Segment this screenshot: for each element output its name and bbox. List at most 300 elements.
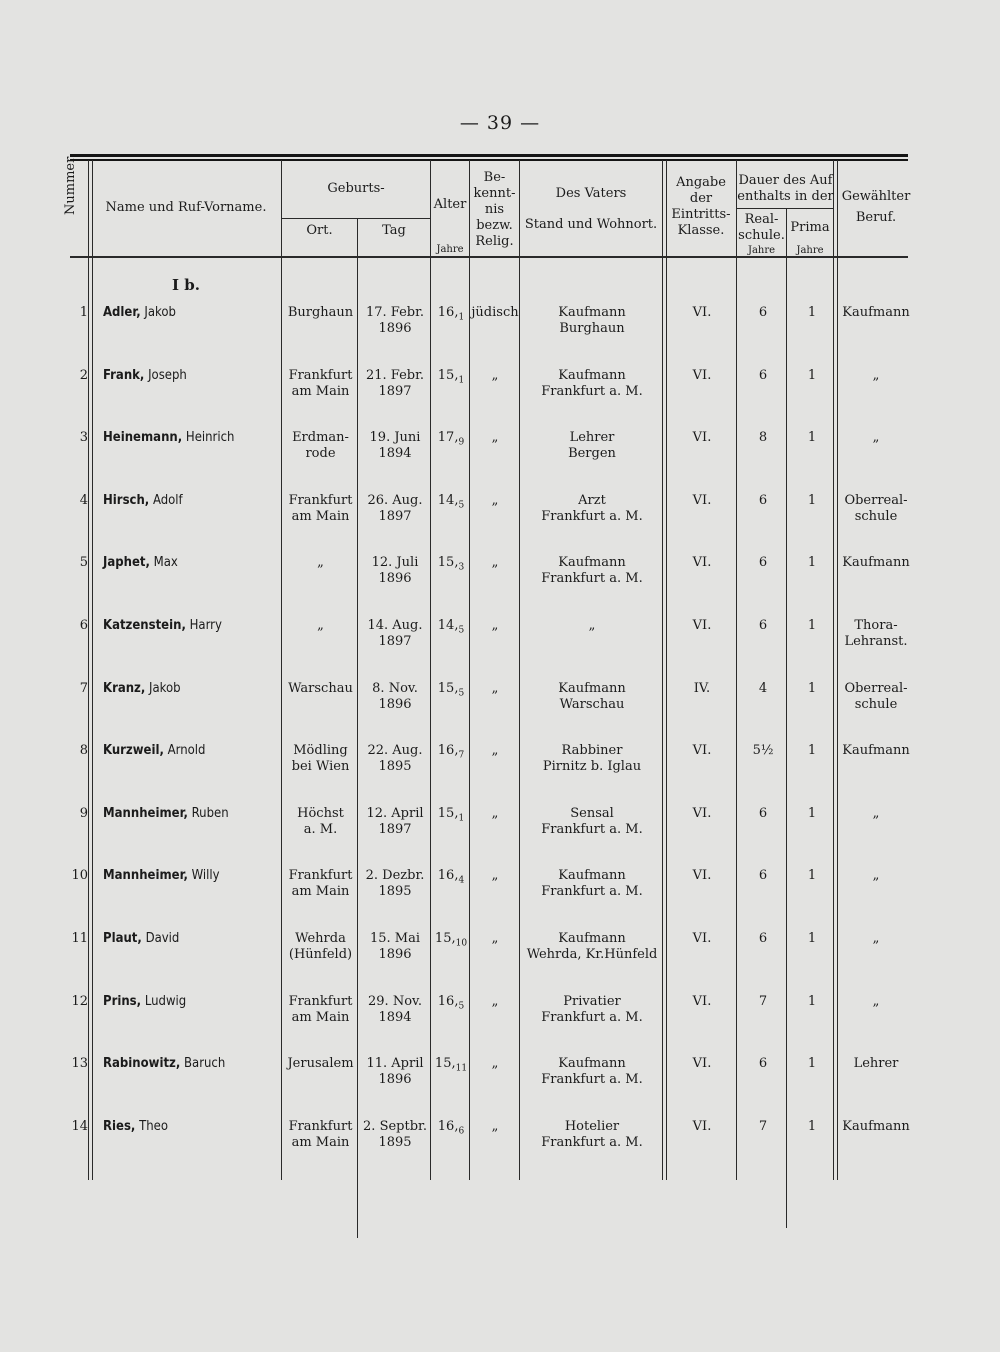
birth-date-line: 1897 xyxy=(378,822,412,837)
student-name xyxy=(103,1119,168,1135)
father-occupation: Kaufmann xyxy=(558,368,626,383)
entry-class: VI. xyxy=(692,493,712,508)
birth-place-line: Burghaun xyxy=(287,305,354,320)
father-occupation: Kaufmann xyxy=(558,1056,626,1071)
years-realschule: 5½ xyxy=(752,743,774,758)
father-occupation: Rabbiner xyxy=(561,743,623,758)
birth-date xyxy=(359,994,431,1026)
birth-date-line: 17. Febr. xyxy=(365,305,425,320)
age-fraction: 1 xyxy=(458,375,465,386)
row-number: 7 xyxy=(79,681,88,696)
years-realschule: 6 xyxy=(758,1056,768,1071)
father-occupation: Sensal xyxy=(570,806,614,821)
religion: „ xyxy=(491,931,499,946)
student-surname: Ries, xyxy=(103,1119,136,1134)
header-vater-stand: Stand und Wohnort. xyxy=(524,217,658,232)
student-name xyxy=(103,618,222,634)
age-years: 17, xyxy=(437,430,459,445)
age xyxy=(432,994,470,1015)
header-dauer xyxy=(737,173,834,205)
age xyxy=(432,931,470,952)
header-real-line: Real- xyxy=(744,212,779,227)
header-beruf-line: Beruf. xyxy=(855,210,897,225)
birth-date-line: 14. Aug. xyxy=(367,618,423,633)
student-first-name: Arnold xyxy=(167,743,206,758)
age-years: 16, xyxy=(437,305,459,320)
age-years: 15, xyxy=(437,555,459,570)
birth-date-line: 1896 xyxy=(378,571,412,586)
student-first-name: Ludwig xyxy=(144,994,187,1009)
row-number: 8 xyxy=(79,743,88,758)
father-occupation: Arzt xyxy=(578,493,606,508)
years-prima: 1 xyxy=(807,430,817,445)
father-occupation: Privatier xyxy=(563,994,621,1009)
age-fraction: 1 xyxy=(458,813,465,824)
years-realschule: 7 xyxy=(758,1119,768,1134)
header-klasse xyxy=(666,175,736,239)
father-residence: Frankfurt a. M. xyxy=(541,822,643,837)
chosen-profession-line: „ xyxy=(872,931,880,946)
religion: „ xyxy=(491,868,499,883)
father-occupation-residence xyxy=(521,806,663,838)
header-religion-line: Relig. xyxy=(475,234,514,249)
student-first-name: Ruben xyxy=(191,806,229,821)
birth-date xyxy=(359,1119,431,1151)
birth-place-line: „ xyxy=(317,555,324,570)
birth-place xyxy=(283,1056,358,1072)
birth-date-line: 1896 xyxy=(378,1072,412,1087)
student-surname: Mannheimer, xyxy=(103,806,188,821)
entry-class: VI. xyxy=(692,868,712,883)
birth-place-line: bei Wien xyxy=(291,759,350,774)
birth-place-line: Frankfurt xyxy=(288,368,353,383)
father-residence: Frankfurt a. M. xyxy=(541,384,643,399)
chosen-profession-line: „ xyxy=(872,868,880,883)
years-prima: 1 xyxy=(807,743,817,758)
age-years: 15, xyxy=(434,1056,456,1071)
birth-date-line: 1895 xyxy=(378,884,412,899)
years-prima: 1 xyxy=(807,806,817,821)
student-surname: Prins, xyxy=(103,994,142,1009)
years-prima: 1 xyxy=(807,305,817,320)
chosen-profession-line: Kaufmann xyxy=(842,1119,910,1134)
father-occupation: Kaufmann xyxy=(558,305,626,320)
years-realschule: 6 xyxy=(758,931,768,946)
religion: „ xyxy=(491,493,499,508)
father-occupation: Kaufmann xyxy=(558,931,626,946)
birth-place-line: „ xyxy=(317,618,324,633)
religion: „ xyxy=(491,368,499,383)
birth-date-line: 2. Septbr. xyxy=(363,1119,427,1134)
age-years: 16, xyxy=(437,1119,459,1134)
entry-class: VI. xyxy=(692,994,712,1009)
years-prima: 1 xyxy=(807,1119,817,1134)
chosen-profession-line: Lehrer xyxy=(853,1056,899,1071)
header-real-jahre: Jahre xyxy=(747,245,776,256)
father-occupation: Kaufmann xyxy=(558,868,626,883)
years-realschule: 8 xyxy=(758,430,768,445)
birth-date-line: 26. Aug. xyxy=(367,493,423,508)
father-occupation-residence xyxy=(521,1119,663,1151)
student-first-name: Adolf xyxy=(152,493,183,508)
header-ort: Ort. xyxy=(306,223,333,238)
birth-place xyxy=(283,931,358,963)
birth-date xyxy=(359,868,431,900)
student-first-name: Heinrich xyxy=(185,430,235,445)
age-fraction: 5 xyxy=(458,688,465,699)
student-name xyxy=(103,368,187,384)
age-fraction: 7 xyxy=(458,750,465,761)
birth-place-line: rode xyxy=(305,446,336,461)
age-fraction: 4 xyxy=(458,875,465,886)
entry-class: VI. xyxy=(692,1056,712,1071)
birth-date-line: 1895 xyxy=(378,1135,412,1150)
row-number: 1 xyxy=(79,305,88,320)
header-beruf xyxy=(836,189,916,226)
father-occupation-residence xyxy=(521,493,663,525)
religion: „ xyxy=(491,681,499,696)
chosen-profession xyxy=(836,743,916,759)
student-name xyxy=(103,305,176,321)
row-number: 3 xyxy=(79,430,88,445)
chosen-profession xyxy=(836,681,916,713)
father-occupation: Kaufmann xyxy=(558,555,626,570)
birth-place-line: a. M. xyxy=(303,822,338,837)
birth-date xyxy=(359,430,431,462)
age-years: 14, xyxy=(437,618,459,633)
age-fraction: 11 xyxy=(455,1063,468,1074)
chosen-profession-line: Oberreal- xyxy=(844,681,908,696)
birth-place xyxy=(283,994,358,1026)
father-occupation-residence xyxy=(521,868,663,900)
header-klasse-line: Klasse. xyxy=(677,223,725,238)
father-occupation-residence xyxy=(521,994,663,1026)
years-prima: 1 xyxy=(807,1056,817,1071)
age-fraction: 5 xyxy=(458,625,465,636)
row-number: 13 xyxy=(71,1056,88,1071)
chosen-profession-line: schule xyxy=(854,697,898,712)
birth-place-line: am Main xyxy=(291,1010,350,1025)
birth-place-line: Jerusalem xyxy=(287,1056,354,1071)
father-residence: Frankfurt a. M. xyxy=(541,884,643,899)
father-residence: Frankfurt a. M. xyxy=(541,1010,643,1025)
student-surname: Katzenstein, xyxy=(103,618,186,633)
birth-place xyxy=(283,806,358,838)
birth-place-line: am Main xyxy=(291,884,350,899)
student-first-name: Jakob xyxy=(149,681,181,696)
age-fraction: 1 xyxy=(458,312,465,323)
father-occupation-residence xyxy=(521,743,663,775)
birth-date-line: 1894 xyxy=(378,1010,412,1025)
father-occupation: Hotelier xyxy=(564,1119,620,1134)
years-realschule: 6 xyxy=(758,305,768,320)
religion: „ xyxy=(491,806,499,821)
chosen-profession-line: schule xyxy=(854,509,898,524)
column-divider xyxy=(88,160,93,1180)
years-realschule: 6 xyxy=(758,368,768,383)
father-residence: Frankfurt a. M. xyxy=(541,571,643,586)
age-years: 15, xyxy=(437,681,459,696)
religion: „ xyxy=(491,430,499,445)
birth-place-line: Mödling xyxy=(293,743,348,758)
entry-class: VI. xyxy=(692,931,712,946)
chosen-profession xyxy=(836,806,916,822)
student-name xyxy=(103,555,178,571)
years-realschule: 6 xyxy=(758,806,768,821)
birth-date-line: 11. April xyxy=(366,1056,424,1071)
student-name xyxy=(103,430,234,446)
header-prima-jahre: Jahre xyxy=(796,245,824,256)
header-alter-jahre: Jahre xyxy=(436,244,464,255)
age-fraction: 10 xyxy=(455,938,468,949)
age xyxy=(432,555,470,576)
student-name xyxy=(103,806,229,822)
column-divider xyxy=(281,160,282,1180)
chosen-profession xyxy=(836,430,916,446)
father-occupation: Kaufmann xyxy=(558,681,626,696)
age-years: 16, xyxy=(437,743,459,758)
father-residence: Frankfurt a. M. xyxy=(541,509,643,524)
entry-class: IV. xyxy=(693,681,711,696)
age-years: 14, xyxy=(437,493,459,508)
father-residence: Frankfurt a. M. xyxy=(541,1072,643,1087)
chosen-profession xyxy=(836,868,916,884)
header-dauer-line: Dauer des Auf xyxy=(738,173,833,188)
birth-place xyxy=(283,618,358,634)
row-number: 11 xyxy=(71,931,88,946)
row-number: 4 xyxy=(79,493,88,508)
chosen-profession-line: „ xyxy=(872,806,880,821)
birth-date xyxy=(359,618,431,650)
years-prima: 1 xyxy=(807,618,817,633)
father-occupation-residence xyxy=(521,368,663,400)
birth-place-line: (Hünfeld) xyxy=(288,947,353,962)
chosen-profession xyxy=(836,618,916,650)
student-surname: Heinemann, xyxy=(103,430,183,445)
column-divider xyxy=(519,160,520,1180)
student-surname: Hirsch, xyxy=(103,493,150,508)
age xyxy=(432,493,470,514)
age xyxy=(432,681,470,702)
chosen-profession xyxy=(836,931,916,947)
father-occupation: „ xyxy=(588,618,596,633)
chosen-profession-line: Oberreal- xyxy=(844,493,908,508)
father-occupation-residence xyxy=(521,430,663,462)
header-realschule xyxy=(737,212,786,244)
birth-date-line: 15. Mai xyxy=(369,931,421,946)
header-real-line: schule. xyxy=(738,228,785,243)
age xyxy=(432,305,470,326)
chosen-profession xyxy=(836,368,916,384)
row-number: 6 xyxy=(79,618,88,633)
birth-place xyxy=(283,743,358,775)
birth-place xyxy=(283,493,358,525)
student-surname: Plaut, xyxy=(103,931,142,946)
student-first-name: Baruch xyxy=(184,1056,226,1071)
header-klasse-line: Eintritts- xyxy=(671,207,731,222)
father-occupation-residence xyxy=(521,1056,663,1088)
birth-date-line: 1896 xyxy=(378,697,412,712)
age-years: 15, xyxy=(437,806,459,821)
years-realschule: 7 xyxy=(758,994,768,1009)
chosen-profession-line: „ xyxy=(872,430,880,445)
birth-place xyxy=(283,305,358,321)
birth-place xyxy=(283,1119,358,1151)
row-number: 10 xyxy=(71,868,88,883)
birth-place-line: Warschau xyxy=(288,681,353,696)
age-fraction: 5 xyxy=(458,500,465,511)
birth-date xyxy=(359,806,431,838)
row-number: 9 xyxy=(79,806,88,821)
header-dauer-line: enthalts in der xyxy=(737,189,834,204)
student-surname: Frank, xyxy=(103,368,145,383)
birth-place-line: Wehrda xyxy=(295,931,346,946)
father-residence: Frankfurt a. M. xyxy=(541,1135,643,1150)
birth-date-line: 1896 xyxy=(378,321,412,336)
father-residence: Burghaun xyxy=(559,321,625,336)
chosen-profession-line: „ xyxy=(872,994,880,1009)
birth-date-line: 21. Febr. xyxy=(365,368,425,383)
years-prima: 1 xyxy=(807,994,817,1009)
birth-place-line: Frankfurt xyxy=(288,994,353,1009)
entry-class: VI. xyxy=(692,305,712,320)
chosen-profession-line: Lehranst. xyxy=(844,634,908,649)
birth-date-line: 1894 xyxy=(378,446,412,461)
birth-date xyxy=(359,681,431,713)
geburts-divider xyxy=(282,218,430,219)
birth-place-line: Frankfurt xyxy=(288,1119,353,1134)
chosen-profession-line: Kaufmann xyxy=(842,743,910,758)
years-realschule: 6 xyxy=(758,868,768,883)
birth-date-line: 1897 xyxy=(378,384,412,399)
header-klasse-line: der xyxy=(689,191,713,206)
student-surname: Rabinowitz, xyxy=(103,1056,181,1071)
chosen-profession xyxy=(836,1056,916,1072)
father-occupation: Lehrer xyxy=(569,430,615,445)
row-number: 5 xyxy=(79,555,88,570)
header-nummer: Nummer xyxy=(63,156,78,215)
student-first-name: Willy xyxy=(191,868,220,883)
student-surname: Kranz, xyxy=(103,681,146,696)
header-name: Name und Ruf-Vorname. xyxy=(105,200,267,215)
class-section-label: I b. xyxy=(172,276,200,294)
religion: „ xyxy=(491,618,499,633)
entry-class: VI. xyxy=(692,368,712,383)
father-occupation-residence xyxy=(521,618,663,634)
chosen-profession xyxy=(836,305,916,321)
age xyxy=(432,743,470,764)
student-name xyxy=(103,868,220,884)
chosen-profession-line: Kaufmann xyxy=(842,555,910,570)
column-divider xyxy=(786,208,787,1228)
birth-date-line: 1897 xyxy=(378,634,412,649)
student-name xyxy=(103,493,183,509)
birth-date-line: 12. April xyxy=(366,806,424,821)
birth-date xyxy=(359,743,431,775)
student-first-name: Theo xyxy=(139,1119,168,1134)
student-name xyxy=(103,994,186,1010)
student-first-name: Harry xyxy=(189,618,222,633)
chosen-profession-line: Thora- xyxy=(854,618,898,633)
father-occupation-residence xyxy=(521,555,663,587)
age xyxy=(432,868,470,889)
birth-place xyxy=(283,368,358,400)
age-fraction: 5 xyxy=(458,1001,465,1012)
father-occupation-residence xyxy=(521,681,663,713)
birth-place-line: am Main xyxy=(291,384,350,399)
student-name xyxy=(103,931,179,947)
age xyxy=(432,618,470,639)
entry-class: VI. xyxy=(692,430,712,445)
birth-date-line: 19. Juni xyxy=(369,430,421,445)
chosen-profession xyxy=(836,994,916,1010)
religion: „ xyxy=(491,1056,499,1071)
birth-place xyxy=(283,555,358,571)
birth-date-line: 1897 xyxy=(378,509,412,524)
father-residence: Bergen xyxy=(568,446,616,461)
student-first-name: Jakob xyxy=(144,305,176,320)
birth-date xyxy=(359,305,431,337)
birth-date xyxy=(359,368,431,400)
header-beruf-line: Gewählter xyxy=(841,189,911,204)
father-residence: Wehrda, Kr.Hünfeld xyxy=(526,947,658,962)
birth-place xyxy=(283,681,358,697)
birth-place xyxy=(283,868,358,900)
chosen-profession xyxy=(836,555,916,571)
chosen-profession xyxy=(836,493,916,525)
entry-class: VI. xyxy=(692,618,712,633)
birth-place-line: am Main xyxy=(291,1135,350,1150)
father-occupation-residence xyxy=(521,931,663,963)
age xyxy=(432,430,470,451)
student-surname: Adler, xyxy=(103,305,141,320)
header-religion-line: Be- xyxy=(483,170,506,185)
birth-place-line: Frankfurt xyxy=(288,868,353,883)
birth-place-line: Erdman- xyxy=(292,430,349,445)
father-residence: Warschau xyxy=(559,697,625,712)
years-realschule: 4 xyxy=(758,681,768,696)
years-realschule: 6 xyxy=(758,555,768,570)
header-prima: Prima xyxy=(790,220,830,235)
age-fraction: 6 xyxy=(458,1126,465,1137)
dauer-divider xyxy=(737,208,833,209)
page-number: — 39 — xyxy=(459,112,541,134)
birth-date xyxy=(359,493,431,525)
age xyxy=(432,1056,470,1077)
age-years: 16, xyxy=(437,994,459,1009)
student-name xyxy=(103,1056,225,1072)
row-number: 14 xyxy=(71,1119,88,1134)
birth-date xyxy=(359,931,431,963)
years-prima: 1 xyxy=(807,681,817,696)
years-prima: 1 xyxy=(807,868,817,883)
birth-place xyxy=(283,430,358,462)
years-prima: 1 xyxy=(807,931,817,946)
student-first-name: David xyxy=(145,931,180,946)
age xyxy=(432,368,470,389)
chosen-profession-line: „ xyxy=(872,368,880,383)
father-occupation-residence xyxy=(521,305,663,337)
row-number: 12 xyxy=(71,994,88,1009)
header-geburts: Geburts- xyxy=(327,181,385,196)
years-prima: 1 xyxy=(807,368,817,383)
religion: „ xyxy=(491,994,499,1009)
entry-class: VI. xyxy=(692,806,712,821)
header-klasse-line: Angabe xyxy=(676,175,726,190)
birth-date-line: 8. Nov. xyxy=(372,681,418,696)
header-religion-line: bezw. xyxy=(476,218,513,233)
years-realschule: 6 xyxy=(758,493,768,508)
